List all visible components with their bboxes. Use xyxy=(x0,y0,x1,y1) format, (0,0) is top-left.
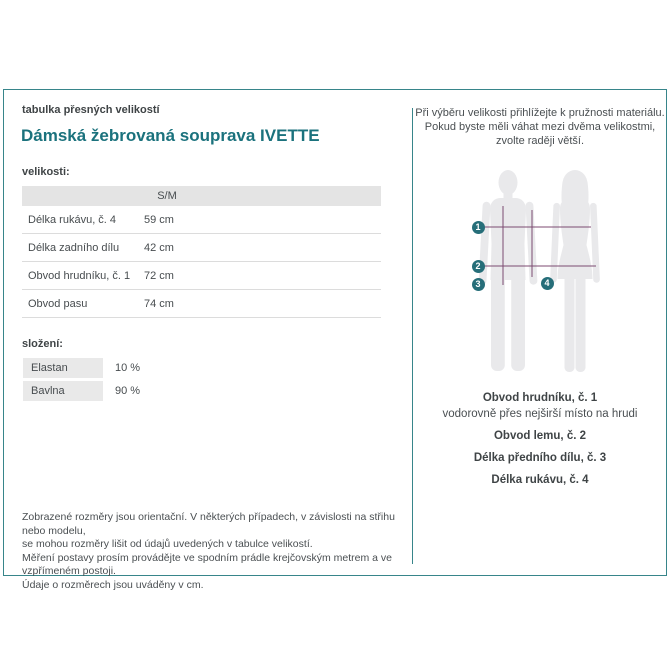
table-row xyxy=(22,206,381,234)
composition-label: složení: xyxy=(22,338,63,350)
marker-badge-1: 1 xyxy=(472,221,485,234)
table-row xyxy=(22,262,381,290)
size-table-header xyxy=(22,186,381,206)
female-silhouette xyxy=(550,170,600,372)
size-table xyxy=(22,186,381,318)
body-measurement-figure xyxy=(467,168,607,378)
fit-note-line: Při výběru velikosti přihlížejte k pružnosti materiálu. xyxy=(415,107,665,119)
row-value: 74 cm xyxy=(144,298,174,310)
male-silhouette xyxy=(478,170,537,371)
row-label: Délka zadního dílu xyxy=(28,242,120,254)
legend-item-2: Obvod lemu, č. 2 xyxy=(493,430,587,442)
table-caption: tabulka přesných velikostí xyxy=(22,104,160,116)
fit-note xyxy=(412,106,668,148)
legend-item-4: Délka rukávu, č. 4 xyxy=(491,474,589,486)
size-column-header: S/M xyxy=(157,190,177,202)
marker-badge-3: 3 xyxy=(472,278,485,291)
disclaimer-line: Údaje o rozměrech jsou uváděny v cm. xyxy=(22,578,204,591)
row-label: Délka rukávu, č. 4 xyxy=(28,214,117,226)
disclaimer-line: Zobrazené rozměry jsou orientační. V některých případech, v závislosti na střihu nebo modelu, xyxy=(22,511,395,537)
marker-badge-2: 2 xyxy=(472,260,485,273)
page-title: Dámská žebrovaná souprava IVETTE xyxy=(21,126,320,145)
silhouettes-graphic xyxy=(467,168,607,378)
composition-name-cell: Elastan xyxy=(23,358,103,378)
disclaimer-line: se mohou rozměry lišit od údajů uvedených v tabulce velikostí. xyxy=(22,538,313,550)
legend-item-1-sub: vodorovně přes nejširší místo na hrudi xyxy=(442,408,638,420)
table-row xyxy=(22,234,381,262)
composition-row xyxy=(23,358,323,378)
composition-table xyxy=(23,358,323,404)
table-row xyxy=(22,290,381,318)
panel-divider xyxy=(412,108,413,564)
row-label: Obvod hrudníku, č. 1 xyxy=(28,270,131,282)
composition-value: 10 % xyxy=(115,362,141,374)
row-value: 72 cm xyxy=(144,270,174,282)
row-label: Obvod pasu xyxy=(28,298,88,310)
marker-badge-4: 4 xyxy=(541,277,554,290)
measurement-legend xyxy=(412,391,668,487)
fit-note-line: zvolte raději větší. xyxy=(495,135,585,147)
legend-item-3: Délka předního dílu, č. 3 xyxy=(473,452,607,464)
sizes-label: velikosti: xyxy=(22,166,70,178)
size-guide-box xyxy=(3,89,667,591)
disclaimer-line: Měření postavy prosím provádějte ve spodním prádle krejčovským metrem a ve vzpřímeném postoji. xyxy=(22,551,392,577)
row-value: 42 cm xyxy=(144,242,174,254)
fit-note-line: Pokud byste měli váhat mezi dvěma velikostmi, xyxy=(424,121,656,133)
disclaimer xyxy=(22,511,402,592)
legend-item-1: Obvod hrudníku, č. 1 xyxy=(482,392,598,404)
composition-value: 90 % xyxy=(115,385,141,397)
composition-row xyxy=(23,381,323,401)
row-value: 59 cm xyxy=(144,214,174,226)
composition-name-cell: Bavlna xyxy=(23,381,103,401)
